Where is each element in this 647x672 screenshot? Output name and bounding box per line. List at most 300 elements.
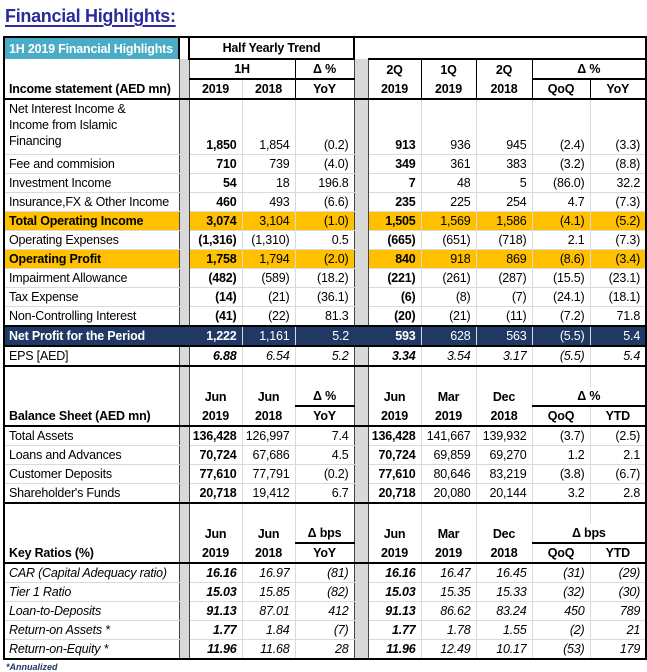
column-separator bbox=[179, 193, 189, 212]
cell-value: 16.47 bbox=[421, 563, 476, 583]
cell-value: 16.45 bbox=[476, 563, 532, 583]
cell-value: 739 bbox=[242, 155, 295, 174]
cell-value: 81.3 bbox=[295, 307, 354, 327]
cell-value: (8.6) bbox=[532, 250, 590, 269]
row-label: Non-Controlling Interest bbox=[4, 307, 179, 327]
cell-value: (0.2) bbox=[295, 99, 354, 155]
col-header: 2018 bbox=[242, 543, 295, 563]
cell-value: (5.5) bbox=[532, 346, 590, 366]
delta-header: Δ % bbox=[295, 59, 354, 79]
quarter-header: 2Q bbox=[476, 59, 532, 79]
cell-value: (24.1) bbox=[532, 288, 590, 307]
cell-value: 225 bbox=[421, 193, 476, 212]
cell-value: (7.3) bbox=[590, 193, 646, 212]
cell-value: 15.35 bbox=[421, 583, 476, 602]
cell-value: (261) bbox=[421, 269, 476, 288]
cell-value: (3.2) bbox=[532, 155, 590, 174]
delta-header: Δ % bbox=[532, 59, 646, 79]
cell-value: (30) bbox=[590, 583, 646, 602]
cell-value: (6.7) bbox=[590, 465, 646, 484]
cell bbox=[368, 503, 421, 524]
table-row bbox=[4, 446, 646, 465]
cell-value: (18.2) bbox=[295, 269, 354, 288]
column-separator bbox=[179, 406, 189, 426]
table-body bbox=[4, 37, 646, 659]
cell-value: 5.2 bbox=[295, 326, 354, 346]
cell-value: (1.0) bbox=[295, 212, 354, 231]
cell-value: 179 bbox=[590, 640, 646, 660]
cell-value: 21 bbox=[590, 621, 646, 640]
column-separator bbox=[179, 346, 189, 366]
cell-value: 136,428 bbox=[189, 426, 242, 446]
cell bbox=[590, 366, 646, 387]
column-separator bbox=[354, 640, 368, 660]
cell-value: 77,610 bbox=[368, 465, 421, 484]
cell-value: (221) bbox=[368, 269, 421, 288]
period-header: Jun bbox=[242, 387, 295, 406]
cell bbox=[295, 366, 354, 387]
column-separator bbox=[354, 346, 368, 366]
column-separator bbox=[179, 465, 189, 484]
row-label: Impairment Allowance bbox=[4, 269, 179, 288]
cell-value: (665) bbox=[368, 231, 421, 250]
cell-value: 20,144 bbox=[476, 484, 532, 504]
cell-value: 361 bbox=[421, 155, 476, 174]
table-row bbox=[4, 346, 646, 366]
cell-value: (2.5) bbox=[590, 426, 646, 446]
cell-value: 1,850 bbox=[189, 99, 242, 155]
cell-value: 4.7 bbox=[532, 193, 590, 212]
cell-value: (21) bbox=[242, 288, 295, 307]
cell bbox=[4, 503, 179, 524]
cell-value: (651) bbox=[421, 231, 476, 250]
cell-value: 32.2 bbox=[590, 174, 646, 193]
column-separator bbox=[179, 446, 189, 465]
cell-value: 460 bbox=[189, 193, 242, 212]
cell bbox=[295, 503, 354, 524]
column-separator bbox=[179, 387, 189, 406]
cell-value: 126,997 bbox=[242, 426, 295, 446]
cell-value: 12.49 bbox=[421, 640, 476, 660]
cell-value: 20,718 bbox=[368, 484, 421, 504]
cell-value: (3.7) bbox=[532, 426, 590, 446]
period-header: Jun bbox=[189, 524, 242, 543]
cell-value: 945 bbox=[476, 99, 532, 155]
cell-value: 3.54 bbox=[421, 346, 476, 366]
cell-value: (29) bbox=[590, 563, 646, 583]
cell-value: (86.0) bbox=[532, 174, 590, 193]
cell-value: 15.33 bbox=[476, 583, 532, 602]
cell-value: 235 bbox=[368, 193, 421, 212]
cell-value: (287) bbox=[476, 269, 532, 288]
cell-value: 4.5 bbox=[295, 446, 354, 465]
cell bbox=[532, 503, 590, 524]
period-header: Mar bbox=[421, 387, 476, 406]
cell-value: (4.0) bbox=[295, 155, 354, 174]
col-header: 2019 bbox=[368, 406, 421, 426]
table-row bbox=[4, 503, 646, 524]
column-separator bbox=[354, 231, 368, 250]
cell-value: 15.85 bbox=[242, 583, 295, 602]
cell-value: 254 bbox=[476, 193, 532, 212]
col-header: 2019 bbox=[189, 543, 242, 563]
column-separator bbox=[179, 484, 189, 504]
cell-value: 1.77 bbox=[189, 621, 242, 640]
cell-value: (6) bbox=[368, 288, 421, 307]
col-header: QoQ bbox=[532, 406, 590, 426]
cell-value: 20,718 bbox=[189, 484, 242, 504]
cell bbox=[189, 503, 242, 524]
cell-value: 11.96 bbox=[368, 640, 421, 660]
cell-value: 7.4 bbox=[295, 426, 354, 446]
cell-value: (14) bbox=[189, 288, 242, 307]
row-label: Investment Income bbox=[4, 174, 179, 193]
table-row bbox=[4, 426, 646, 446]
column-separator bbox=[179, 503, 189, 524]
cell bbox=[421, 366, 476, 387]
column-separator bbox=[179, 563, 189, 583]
column-separator bbox=[354, 174, 368, 193]
financial-highlights-table bbox=[3, 36, 647, 660]
cell-value: 67,686 bbox=[242, 446, 295, 465]
table-row bbox=[4, 621, 646, 640]
column-separator bbox=[179, 426, 189, 446]
cell-value: 77,791 bbox=[242, 465, 295, 484]
table-row bbox=[4, 212, 646, 231]
table-row bbox=[4, 563, 646, 583]
table-row bbox=[4, 387, 646, 406]
cell-value: 71.8 bbox=[590, 307, 646, 327]
cell-value: (5.2) bbox=[590, 212, 646, 231]
cell-value: (31) bbox=[532, 563, 590, 583]
cell-value: 91.13 bbox=[189, 602, 242, 621]
column-separator bbox=[354, 326, 368, 346]
column-separator bbox=[179, 602, 189, 621]
page-title: Financial Highlights: bbox=[5, 6, 176, 26]
cell-value: 3.34 bbox=[368, 346, 421, 366]
cell-value: 5 bbox=[476, 174, 532, 193]
cell-value: 18 bbox=[242, 174, 295, 193]
row-label: Return-on-Equity * bbox=[4, 640, 179, 660]
column-separator bbox=[179, 524, 189, 543]
cell-value: (589) bbox=[242, 269, 295, 288]
cell-value: 77,610 bbox=[189, 465, 242, 484]
column-separator bbox=[354, 155, 368, 174]
column-separator bbox=[354, 543, 368, 563]
col-header: 2019 bbox=[189, 79, 242, 99]
cell-value: (3.4) bbox=[590, 250, 646, 269]
table-row bbox=[4, 288, 646, 307]
table-row bbox=[4, 484, 646, 504]
col-header: 2019 bbox=[421, 406, 476, 426]
row-label: Tax Expense bbox=[4, 288, 179, 307]
col-header: QoQ bbox=[532, 543, 590, 563]
cell-value: (7) bbox=[476, 288, 532, 307]
cell-value: (11) bbox=[476, 307, 532, 327]
col-header: YoY bbox=[590, 79, 646, 99]
cell bbox=[476, 366, 532, 387]
period-header: Dec bbox=[476, 387, 532, 406]
column-separator bbox=[354, 426, 368, 446]
cell-value: 196.8 bbox=[295, 174, 354, 193]
cell-value: 69,859 bbox=[421, 446, 476, 465]
cell-value: 7 bbox=[368, 174, 421, 193]
column-separator bbox=[179, 79, 189, 99]
cell-value: 70,724 bbox=[189, 446, 242, 465]
cell bbox=[476, 503, 532, 524]
cell-value: 1.84 bbox=[242, 621, 295, 640]
table-row bbox=[4, 602, 646, 621]
cell-value: 16.16 bbox=[189, 563, 242, 583]
cell-value: 450 bbox=[532, 602, 590, 621]
quarter-header: 1Q bbox=[421, 59, 476, 79]
cell-value: 1.55 bbox=[476, 621, 532, 640]
cell-value: (7.3) bbox=[590, 231, 646, 250]
row-label: Insurance,FX & Other Income bbox=[4, 193, 179, 212]
cell-value: 20,080 bbox=[421, 484, 476, 504]
column-separator bbox=[354, 37, 368, 59]
column-separator bbox=[179, 326, 189, 346]
cell-value: (3.3) bbox=[590, 99, 646, 155]
cell-value: (2) bbox=[532, 621, 590, 640]
cell-value: (718) bbox=[476, 231, 532, 250]
cell-value: 54 bbox=[189, 174, 242, 193]
cell-value: 91.13 bbox=[368, 602, 421, 621]
cell-value: 2.1 bbox=[590, 446, 646, 465]
cell-value: 710 bbox=[189, 155, 242, 174]
cell-value: 936 bbox=[421, 99, 476, 155]
cell-value: 1,161 bbox=[242, 326, 295, 346]
column-separator bbox=[354, 307, 368, 327]
cell-value: (32) bbox=[532, 583, 590, 602]
row-label: Tier 1 Ratio bbox=[4, 583, 179, 602]
column-separator bbox=[179, 174, 189, 193]
cell-value: 16.97 bbox=[242, 563, 295, 583]
cell bbox=[242, 366, 295, 387]
cell-value: (7) bbox=[295, 621, 354, 640]
cell bbox=[368, 366, 421, 387]
column-separator bbox=[179, 307, 189, 327]
cell-value: (81) bbox=[295, 563, 354, 583]
cell-value: (2.0) bbox=[295, 250, 354, 269]
footnote: *Annualized bbox=[6, 662, 58, 672]
corner-title: 1H 2019 Financial Highlights bbox=[4, 37, 179, 59]
cell-value: 6.54 bbox=[242, 346, 295, 366]
group-header: 1H bbox=[189, 59, 295, 79]
col-header: 2018 bbox=[476, 543, 532, 563]
col-header: 2019 bbox=[189, 406, 242, 426]
column-separator bbox=[354, 406, 368, 426]
period-header: Dec bbox=[476, 524, 532, 543]
cell-value: 136,428 bbox=[368, 426, 421, 446]
row-label: Operating Profit bbox=[4, 250, 179, 269]
col-header: 2019 bbox=[421, 543, 476, 563]
row-label: Customer Deposits bbox=[4, 465, 179, 484]
cell-value: (15.5) bbox=[532, 269, 590, 288]
cell-value: (482) bbox=[189, 269, 242, 288]
cell-value: 5.2 bbox=[295, 346, 354, 366]
row-label: Net Interest Income & Income from Islamic Financing bbox=[4, 99, 179, 155]
cell-value: 83,219 bbox=[476, 465, 532, 484]
cell-value: (4.1) bbox=[532, 212, 590, 231]
column-separator bbox=[354, 563, 368, 583]
table-row bbox=[4, 59, 646, 79]
column-separator bbox=[179, 288, 189, 307]
row-label: CAR (Capital Adequacy ratio) bbox=[4, 563, 179, 583]
col-header: 2018 bbox=[242, 406, 295, 426]
period-header: Mar bbox=[421, 524, 476, 543]
cell-value: 87.01 bbox=[242, 602, 295, 621]
column-separator bbox=[354, 59, 368, 79]
table-row bbox=[4, 406, 646, 426]
col-header: 2019 bbox=[368, 543, 421, 563]
cell-value: 139,932 bbox=[476, 426, 532, 446]
col-header: 2018 bbox=[476, 406, 532, 426]
cell-value: 83.24 bbox=[476, 602, 532, 621]
cell-value: 2.1 bbox=[532, 231, 590, 250]
cell-value: (8) bbox=[421, 288, 476, 307]
period-header: Jun bbox=[189, 387, 242, 406]
table-row bbox=[4, 155, 646, 174]
cell-value: (36.1) bbox=[295, 288, 354, 307]
column-separator bbox=[179, 250, 189, 269]
cell-value: 69,270 bbox=[476, 446, 532, 465]
cell-value: 3.2 bbox=[532, 484, 590, 504]
cell-value: (20) bbox=[368, 307, 421, 327]
cell-value: 493 bbox=[242, 193, 295, 212]
column-separator bbox=[354, 193, 368, 212]
column-separator bbox=[354, 99, 368, 155]
table-row bbox=[4, 193, 646, 212]
table-row bbox=[4, 174, 646, 193]
cell bbox=[4, 387, 179, 406]
row-label: Loan-to-Deposits bbox=[4, 602, 179, 621]
cell-value: 11.68 bbox=[242, 640, 295, 660]
column-separator bbox=[354, 503, 368, 524]
column-separator bbox=[354, 250, 368, 269]
cell bbox=[4, 524, 179, 543]
cell-value: 15.03 bbox=[189, 583, 242, 602]
cell-value: (41) bbox=[189, 307, 242, 327]
cell-value: 1.78 bbox=[421, 621, 476, 640]
column-separator bbox=[179, 212, 189, 231]
column-separator bbox=[179, 155, 189, 174]
table-row bbox=[4, 269, 646, 288]
column-separator bbox=[354, 212, 368, 231]
cell-value: 1,586 bbox=[476, 212, 532, 231]
cell-value: 1,505 bbox=[368, 212, 421, 231]
cell-value: (2.4) bbox=[532, 99, 590, 155]
period-header: Jun bbox=[242, 524, 295, 543]
cell-value: 70,724 bbox=[368, 446, 421, 465]
row-label: Return-on Assets * bbox=[4, 621, 179, 640]
column-separator bbox=[179, 59, 189, 79]
cell-value: 3.17 bbox=[476, 346, 532, 366]
col-header: YTD bbox=[590, 406, 646, 426]
column-separator bbox=[354, 288, 368, 307]
column-separator bbox=[179, 99, 189, 155]
cell-value: (3.8) bbox=[532, 465, 590, 484]
cell-value: 11.96 bbox=[189, 640, 242, 660]
section-label: Income statement (AED mn) bbox=[4, 79, 179, 99]
trend-header: Half Yearly Trend bbox=[189, 37, 354, 59]
cell-value: 918 bbox=[421, 250, 476, 269]
cell bbox=[590, 503, 646, 524]
column-separator bbox=[354, 602, 368, 621]
row-label: Total Assets bbox=[4, 426, 179, 446]
cell-value: 19,412 bbox=[242, 484, 295, 504]
row-label: Total Operating Income bbox=[4, 212, 179, 231]
cell-value: 48 bbox=[421, 174, 476, 193]
col-header: 2018 bbox=[476, 79, 532, 99]
col-header: 2019 bbox=[421, 79, 476, 99]
period-header: Jun bbox=[368, 387, 421, 406]
cell bbox=[532, 366, 590, 387]
table-row bbox=[4, 79, 646, 99]
cell-value: 15.03 bbox=[368, 583, 421, 602]
cell-value: 1,758 bbox=[189, 250, 242, 269]
cell-value: 0.5 bbox=[295, 231, 354, 250]
cell-value: 913 bbox=[368, 99, 421, 155]
table-row bbox=[4, 250, 646, 269]
cell-value: 86.62 bbox=[421, 602, 476, 621]
col-header: YoY bbox=[295, 543, 354, 563]
table-row bbox=[4, 231, 646, 250]
cell-value: 141,667 bbox=[421, 426, 476, 446]
column-separator bbox=[354, 366, 368, 387]
row-label: Loans and Advances bbox=[4, 446, 179, 465]
column-separator bbox=[179, 366, 189, 387]
cell-value: 2.8 bbox=[590, 484, 646, 504]
column-separator bbox=[354, 524, 368, 543]
col-header: QoQ bbox=[532, 79, 590, 99]
cell-value: (21) bbox=[421, 307, 476, 327]
cell-value: 412 bbox=[295, 602, 354, 621]
column-separator bbox=[354, 583, 368, 602]
table-row bbox=[4, 583, 646, 602]
column-separator bbox=[354, 79, 368, 99]
cell bbox=[189, 366, 242, 387]
col-header: YoY bbox=[295, 79, 354, 99]
cell-value: 563 bbox=[476, 326, 532, 346]
table-row bbox=[4, 37, 646, 59]
cell-value: 3,104 bbox=[242, 212, 295, 231]
column-separator bbox=[179, 621, 189, 640]
cell-value: (1,310) bbox=[242, 231, 295, 250]
cell-value: 1.77 bbox=[368, 621, 421, 640]
cell-value: 3,074 bbox=[189, 212, 242, 231]
top-empty-cell bbox=[368, 37, 646, 59]
cell-value: (8.8) bbox=[590, 155, 646, 174]
delta-header: Δ bps bbox=[295, 524, 354, 543]
col-header: YoY bbox=[295, 406, 354, 426]
cell-value: (6.6) bbox=[295, 193, 354, 212]
column-separator bbox=[354, 387, 368, 406]
cell-value: 6.88 bbox=[189, 346, 242, 366]
col-header: 2019 bbox=[368, 79, 421, 99]
column-separator bbox=[354, 465, 368, 484]
column-separator bbox=[179, 37, 189, 59]
table-row bbox=[4, 640, 646, 660]
cell-value: (1,316) bbox=[189, 231, 242, 250]
cell-value: 349 bbox=[368, 155, 421, 174]
table-row bbox=[4, 99, 646, 155]
cell-value: (23.1) bbox=[590, 269, 646, 288]
table-row bbox=[4, 543, 646, 563]
table-row bbox=[4, 366, 646, 387]
quarter-header: 2Q bbox=[368, 59, 421, 79]
row-label: Fee and commision bbox=[4, 155, 179, 174]
